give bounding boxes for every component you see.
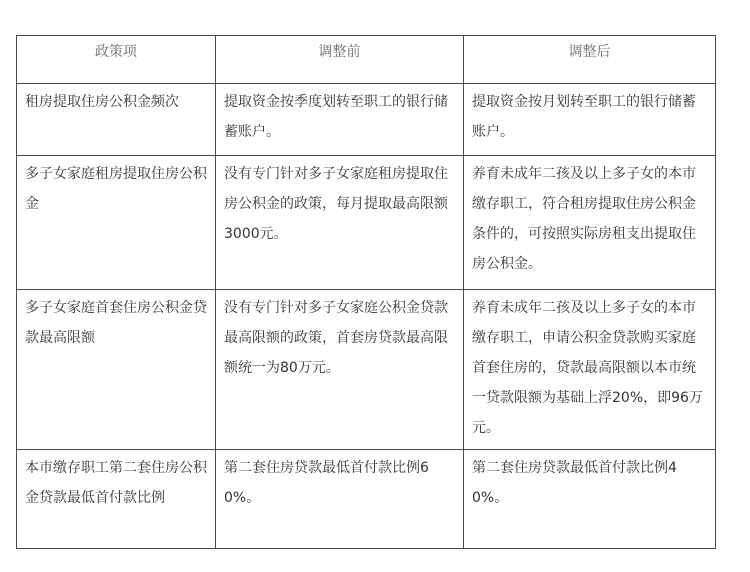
column-header-after: 调整后 — [464, 36, 716, 84]
table-row — [17, 156, 716, 290]
policy-item-cell: 多子女家庭租房提取住房公积金 — [17, 156, 216, 290]
policy-item-cell: 租房提取住房公积金频次 — [17, 84, 216, 156]
after-cell: 养育未成年二孩及以上多子女的本市缴存职工，申请公积金贷款购买家庭首套住房的，贷款最高限额以本市统一贷款限额为基础上浮20%，即96万元。 — [464, 290, 716, 450]
before-cell: 第二套住房贷款最低首付款比例60%。 — [216, 450, 464, 549]
table-row — [17, 450, 716, 549]
column-header-before: 调整前 — [216, 36, 464, 84]
before-cell: 没有专门针对多子女家庭租房提取住房公积金的政策，每月提取最高限额3000元。 — [216, 156, 464, 290]
column-header-policy-item: 政策项 — [17, 36, 216, 84]
table-row — [17, 84, 716, 156]
policy-item-cell: 多子女家庭首套住房公积金贷款最高限额 — [17, 290, 216, 450]
policy-comparison-table — [16, 35, 716, 549]
after-cell: 提取资金按月划转至职工的银行储蓄账户。 — [464, 84, 716, 156]
policy-item-cell: 本市缴存职工第二套住房公积金贷款最低首付款比例 — [17, 450, 216, 549]
after-cell: 第二套住房贷款最低首付款比例40%。 — [464, 450, 716, 549]
after-cell: 养育未成年二孩及以上多子女的本市缴存职工，符合租房提取住房公积金条件的，可按照实际房租支出提取住房公积金。 — [464, 156, 716, 290]
before-cell: 提取资金按季度划转至职工的银行储蓄账户。 — [216, 84, 464, 156]
table-row — [17, 290, 716, 450]
table-header-row — [17, 36, 716, 84]
before-cell: 没有专门针对多子女家庭公积金贷款最高限额的政策，首套房贷款最高限额统一为80万元。 — [216, 290, 464, 450]
